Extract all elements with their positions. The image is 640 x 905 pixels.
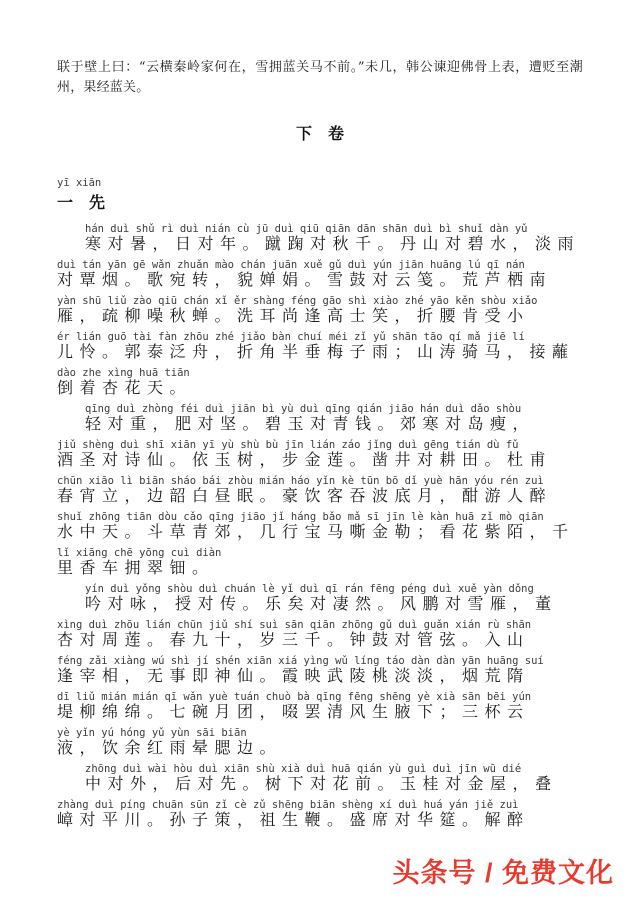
pinyin-line: chūn xiāo lì biān sháo bái zhòu mián háo yǐn kè tūn bō dǐ yuè hān yóu rén zuì (57, 475, 544, 487)
hanzi-line: 倒着杏花天。 (57, 379, 193, 397)
pinyin-line: shuǐ zhōng tiān dòu cǎo qīng jiāo jǐ háng bǎo mǎ sī jīn lè kàn huā zǐ mò qiān (57, 511, 544, 523)
rhyme-text-body (57, 223, 583, 829)
pinyin-line: yè yǐn yú hóng yǔ yùn sāi biān (57, 727, 247, 739)
pinyin-line: zhōng duì wài hòu duì xiān shù xià duì huā qián yù guì duì jīn wū dié (85, 763, 522, 775)
hanzi-line: 逢宰相，无事即神仙。霞映武陵桃淡淡，烟荒隋 (57, 667, 530, 685)
pinyin-line: dào zhe xìng huā tiān (57, 367, 190, 379)
hanzi-line: 春宵立，边韶白昼眠。豪饮客吞波底月，酣游人醉 (57, 487, 553, 505)
pinyin-line: hán duì shǔ rì duì nián cù jū duì qiū qiān dān shān duì bì shuǐ dàn yǔ (85, 223, 528, 235)
pinyin-line: xìng duì zhōu lián chūn jiǔ shí suì sān qiān zhōng gǔ duì guǎn xián rù shān (57, 619, 532, 631)
hanzi-line: 里香车拥翠钿。 (57, 559, 215, 577)
hanzi-line: 寒对暑，日对年。蹴踘对秋千。丹山对碧水，淡雨 (85, 235, 581, 253)
section-pinyin: yī xiān (57, 177, 102, 189)
pinyin-line: jiǔ shèng duì shī xiān yī yù shù bù jīn lián záo jǐng duì gēng tián dù fǔ (57, 439, 519, 451)
section-label (57, 176, 583, 213)
intro-paragraph: 联于壁上曰：“云横秦岭家何在，雪拥蓝关马不前。”未几，韩公谏迎佛骨上表，遭贬至潮州，果经蓝关。 (57, 60, 583, 95)
hanzi-line: 吟对咏，授对传。乐矣对凄然。风鹏对雪雁，董 (85, 595, 558, 613)
pinyin-line: ér lián guō tài fàn zhōu zhé jiǎo bàn chuí méi zǐ yǔ shān tāo qí mǎ jiē lí (57, 331, 525, 343)
watermark-text: 头条号 / 免费文化 (392, 858, 614, 888)
pinyin-line: dī liǔ mián mián qī wǎn yuè tuán chuò bà qīng fēng shēng yè xià sān bēi yún (57, 691, 532, 703)
pinyin-line: duì tán yān gē wǎn zhuǎn mào chán juān xuě gǔ duì yún jiān huāng lú qī nán (57, 259, 525, 271)
hanzi-line: 轻对重，肥对坚。碧玉对青钱。郊寒对岛瘦， (85, 415, 536, 433)
hanzi-line: 雁，疏柳噪秋蝉。洗耳尚逢高士笑，折腰肯受小 (57, 307, 530, 325)
pinyin-line: zhàng duì píng chuān sūn zǐ cè zǔ shēng biān shèng xí duì huá yán jiě zuì (57, 799, 519, 811)
hanzi-line: 对覃烟。歌宛转，貌婵娟。雪鼓对云笺。荒芦栖南 (57, 271, 553, 289)
hanzi-line: 嶂对平川。孙子策，祖生鞭。盛席对华筵。解醉 (57, 811, 530, 829)
section-title: 一 先 (57, 193, 106, 212)
pinyin-line: yàn shū liǔ zào qiū chán xǐ ěr shàng féng gāo shì xiào zhé yāo kěn shòu xiǎo (57, 295, 538, 307)
pinyin-line: qīng duì zhòng féi duì jiān bì yù duì qīng qián jiāo hán duì dǎo shòu (85, 403, 522, 415)
hanzi-line: 水中天。斗草青郊，几行宝马嘶金勒；看花紫陌，千 (57, 523, 575, 541)
pinyin-line: lǐ xiāng chē yōng cuì diàn (57, 547, 222, 559)
hanzi-line: 儿怜。郭泰泛舟，折角半垂梅子雨；山涛骑马，接蘺 (57, 343, 575, 361)
hanzi-line: 酒圣对诗仙。依玉树，步金莲。凿井对耕田。杜甫 (57, 451, 553, 469)
hanzi-line: 中对外，后对先。树下对花前。玉桂对金屋，叠 (85, 775, 558, 793)
hanzi-line: 堤柳绵绵。七碗月团，啜罢清风生腋下；三杯云 (57, 703, 530, 721)
hanzi-line: 液，饮余红雨晕腮边。 (57, 739, 283, 757)
pinyin-line: féng zǎi xiàng wú shì jí shén xiān xiá yìng wǔ líng táo dàn dàn yān huāng suí (57, 655, 544, 667)
pinyin-line: yín duì yǒng shòu duì chuán lè yǐ duì qī rán fēng péng duì xuě yàn dǒng (85, 583, 534, 595)
hanzi-line: 杏对周莲。春九十，岁三千。钟鼓对管弦。入山 (57, 631, 530, 649)
volume-heading: 下 卷 (295, 124, 344, 143)
